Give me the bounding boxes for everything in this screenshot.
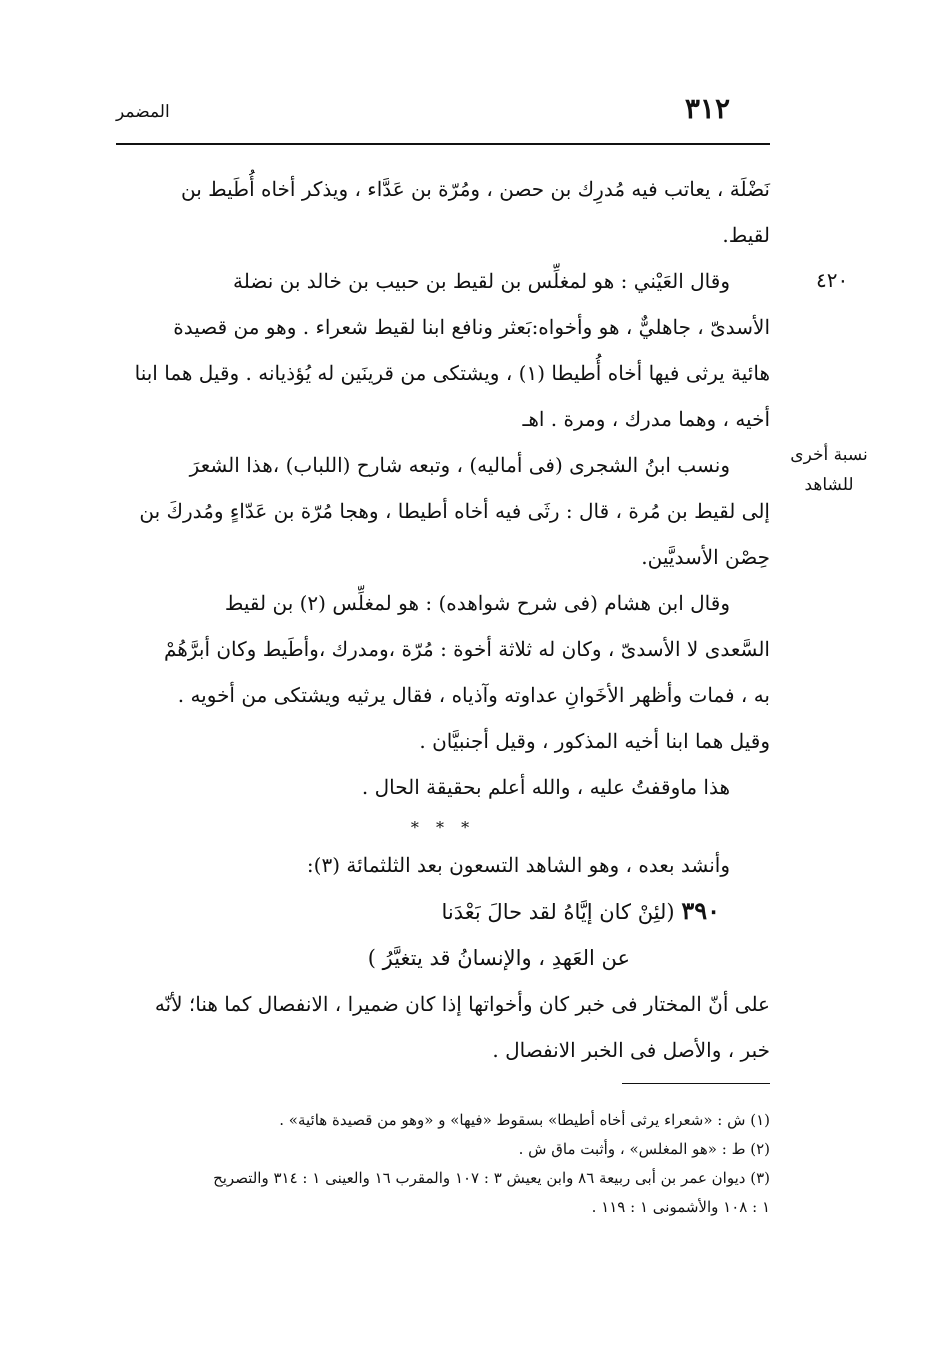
text-line: وقيل هما ابنا أخيه المذكور ، وقيل أجنبيَّان .: [419, 729, 770, 753]
paragraph: [116, 166, 770, 258]
main-text: [116, 166, 770, 1073]
text-line: لقيط.: [722, 223, 770, 247]
text-line: هذا ماوقفتُ عليه ، والله أعلم بحقيقة الحال .: [361, 775, 730, 799]
text-line: نَضْلَة ، يعاتب فيه مُدرِك بن حصن ، ومُرّة بن عَدَّاء ، ويذكر أخاه أُطَيط بن: [180, 177, 770, 201]
verse-text: (لئِنْ كان إيَّاهُ لقد حالَ بَعْدَنا: [441, 900, 675, 924]
paragraph: [116, 580, 770, 764]
text-line: هائية يرثى فيها أخاه أُطيطا (١) ، ويشتكى من قرينَين له يُؤذيانه . وقيل هما ابنا: [134, 361, 770, 385]
text-line: على أنّ المختار فى خبر كان وأخواتها إذا كان ضميرا ، الانفصال كما هنا؛ لأنّه: [154, 992, 770, 1016]
paragraph: [116, 258, 770, 442]
text-line: وقال العَيْني : هو لمغلِّس بن لقيط بن حبيب بن خالد بن نضلة: [233, 269, 730, 293]
section-separator: * * *: [410, 818, 476, 837]
footnote: (٣) ديوان عمر بن أبى ربيعة ٨٦ وابن يعيش ٣ : ١٠٧ والمقرب ١٦ والعينى ١ : ٣١٤ والتصريح: [213, 1169, 770, 1187]
margin-note-line: للشاهد: [804, 475, 854, 495]
page-number: ٣١٢: [684, 92, 730, 125]
paragraph: [116, 981, 770, 1073]
footnotes: [116, 1106, 770, 1222]
text-line: خبر ، والأصل فى الخبر الانفصال .: [492, 1038, 770, 1062]
text-line: الأسدىّ ، جاهليٌّ ، هو وأخواه:بَعثر ونافع ابنا لقيط شعراء . وهو من قصيدة: [173, 315, 770, 339]
text-line: ونسب ابنُ الشجرى (فى أماليه) ، وتبعه شارح (اللباب) ،هذا الشعرَ: [189, 453, 730, 477]
text-line: إلى لقيط بن مُرة ، قال : رثَى فيه أخاه أطيطا ، وهجا مُرّة بن عَدّاءٍ ومُدركَ بن: [139, 499, 770, 523]
text-line: السَّعدى لا الأسدىّ ، وكان له ثلاثة أخوة : مُرّة ،ومدرك ،وأطَيط وكان أبرَّهُمْ: [164, 637, 770, 661]
margin-item-number: ٤٢٠: [816, 268, 849, 292]
footnote: (٢) ط : «هو المغلس» ، وأثبت ماق ش .: [518, 1140, 770, 1158]
header-rule: [116, 143, 770, 145]
verse-first-hemistich: [116, 888, 770, 935]
paragraph: [116, 442, 770, 580]
running-head: المضمر: [116, 102, 170, 122]
text-line: به ، فمات وأظهر الأخَوانِ عداوته وآذياه ، فقال يرثيه ويشتكى من أخويه .: [177, 683, 770, 707]
margin-note-line: نسبة أخرى: [790, 445, 868, 465]
margin-note-label: [784, 440, 874, 500]
text-line: وأنشد بعده ، وهو الشاهد التسعون بعد الثلثمائة (٣):: [306, 853, 730, 877]
footnote-continuation: ١ : ١٠٨ والأشمونى ١ : ١١٩ .: [591, 1198, 770, 1216]
verse-number: ٣٩٠: [681, 896, 720, 925]
text-line: حِصْن الأسديَّين.: [641, 545, 770, 569]
verse-second-hemistich: عن العَهدِ ، والإنسانُ قد يتغيَّرُ ): [367, 946, 630, 970]
text-line: أخيه ، وهما مدرك ، ومرة . اهـ: [522, 407, 770, 431]
text-line: وقال ابن هشام (فى شرح شواهده) : هو لمغلِّس (٢) بن لقيط: [224, 591, 730, 615]
page-header: [116, 92, 770, 132]
footnote-rule: [622, 1083, 770, 1084]
footnote: (١) ش : «شعراء يرثى أخاه أطيطا» بسقوط «فيها» و «وهو من قصيدة هائية» .: [279, 1111, 770, 1129]
